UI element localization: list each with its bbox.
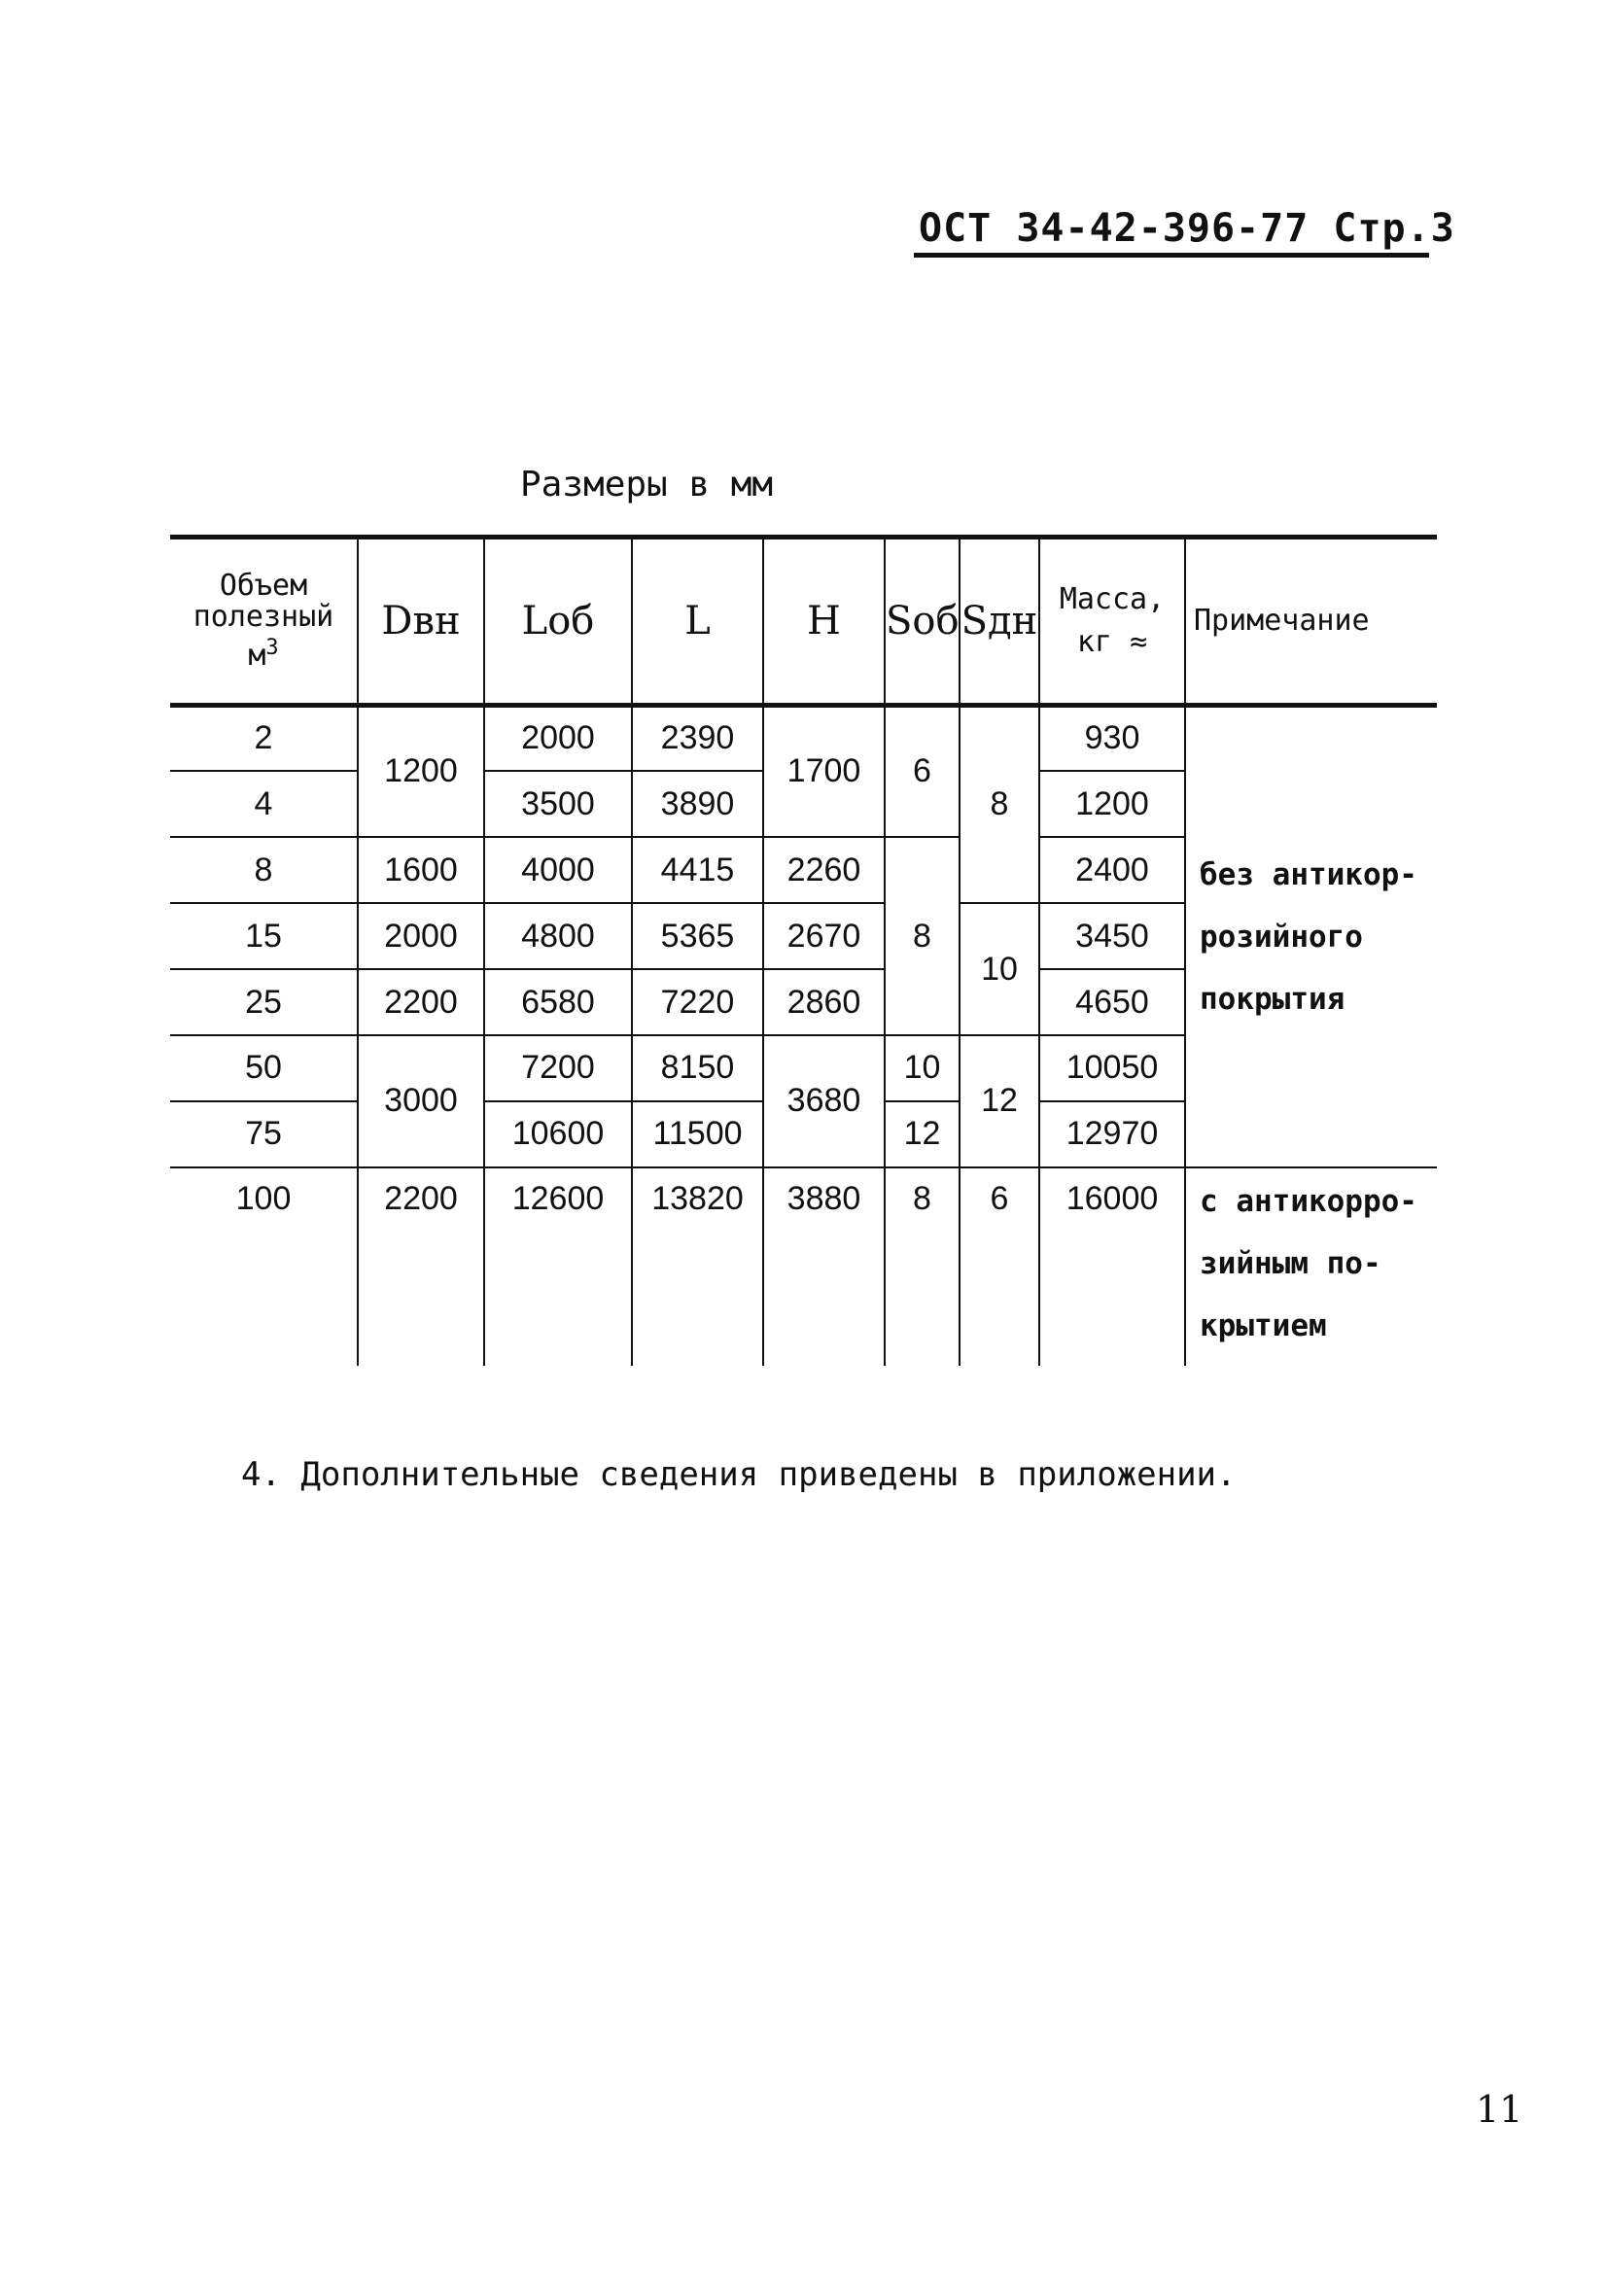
cell-shell-length: 4000 bbox=[484, 837, 632, 903]
footnote-text: 4. Дополнительные сведения приведены в приложении. bbox=[241, 1455, 1237, 1494]
cell-length: 13820 bbox=[632, 1167, 763, 1366]
cell-height: 3880 bbox=[763, 1167, 885, 1366]
dimensions-table bbox=[170, 535, 1437, 1366]
cell-shell-thickness: 12 bbox=[885, 1101, 960, 1167]
cell-shell-length: 10600 bbox=[484, 1101, 632, 1167]
header-shell-length: Lоб bbox=[484, 538, 632, 706]
cell-volume: 4 bbox=[170, 771, 358, 837]
header-volume: Объем полезный $м^3$ bbox=[170, 538, 358, 706]
cell-length: 4415 bbox=[632, 837, 763, 903]
header-inner-diameter: Dвн bbox=[358, 538, 484, 706]
cell-height: 2260 bbox=[763, 837, 885, 903]
cell-volume: 75 bbox=[170, 1101, 358, 1167]
header-height: H bbox=[763, 538, 885, 706]
header-shell-thickness: Sоб bbox=[885, 538, 960, 706]
header-bottom-thickness: Sдн bbox=[960, 538, 1039, 706]
cell-volume: 50 bbox=[170, 1035, 358, 1101]
cell-inner-diameter: 1600 bbox=[358, 837, 484, 903]
cell-shell-thickness: 10 bbox=[885, 1035, 960, 1101]
cell-length: 8150 bbox=[632, 1035, 763, 1101]
cell-height: 1700 bbox=[763, 705, 885, 837]
cell-mass: 4650 bbox=[1039, 969, 1185, 1035]
cell-shell-length: 4800 bbox=[484, 903, 632, 969]
header-mass: Масса, кг ≈ bbox=[1039, 538, 1185, 706]
cell-inner-diameter: 2200 bbox=[358, 1167, 484, 1366]
cell-volume: 100 bbox=[170, 1167, 358, 1366]
cell-shell-length: 12600 bbox=[484, 1167, 632, 1366]
cell-volume: 2 bbox=[170, 705, 358, 771]
cell-shell-length: 2000 bbox=[484, 705, 632, 771]
cell-volume: 25 bbox=[170, 969, 358, 1035]
cell-inner-diameter: 2000 bbox=[358, 903, 484, 969]
cell-shell-thickness: 6 bbox=[885, 705, 960, 837]
header-underline bbox=[914, 253, 1429, 258]
cell-height: 2860 bbox=[763, 969, 885, 1035]
cell-length: 7220 bbox=[632, 969, 763, 1035]
cell-note: с антикорро-зийным по-крытием bbox=[1185, 1167, 1437, 1366]
cell-height: 2670 bbox=[763, 903, 885, 969]
cell-mass: 16000 bbox=[1039, 1167, 1185, 1366]
cell-volume: 15 bbox=[170, 903, 358, 969]
cell-volume: 8 bbox=[170, 837, 358, 903]
cell-inner-diameter: 2200 bbox=[358, 969, 484, 1035]
cell-length: 3890 bbox=[632, 771, 763, 837]
cell-shell-thickness: 8 bbox=[885, 837, 960, 1035]
cell-mass: 1200 bbox=[1039, 771, 1185, 837]
cell-bottom-thickness: 12 bbox=[960, 1035, 1039, 1167]
cell-height: 3680 bbox=[763, 1035, 885, 1167]
cell-length: 5365 bbox=[632, 903, 763, 969]
cell-bottom-thickness: 8 bbox=[960, 705, 1039, 903]
cell-length: 11500 bbox=[632, 1101, 763, 1167]
cell-bottom-thickness: 6 bbox=[960, 1167, 1039, 1366]
cell-shell-thickness: 8 bbox=[885, 1167, 960, 1366]
table-row bbox=[170, 1167, 1437, 1366]
cell-mass: 2400 bbox=[1039, 837, 1185, 903]
cell-length: 2390 bbox=[632, 705, 763, 771]
table-header-row bbox=[170, 538, 1437, 706]
cell-inner-diameter: 1200 bbox=[358, 705, 484, 837]
table-row bbox=[170, 705, 1437, 771]
table-caption: Размеры в мм bbox=[520, 465, 774, 504]
cell-shell-length: 3500 bbox=[484, 771, 632, 837]
cell-inner-diameter: 3000 bbox=[358, 1035, 484, 1167]
header-length: L bbox=[632, 538, 763, 706]
header-note: Примечание bbox=[1185, 538, 1437, 706]
cell-note: без антикор-розийного покрытия bbox=[1185, 705, 1437, 1167]
cell-mass: 10050 bbox=[1039, 1035, 1185, 1101]
page-number: 11 bbox=[1476, 2088, 1523, 2131]
cell-mass: 930 bbox=[1039, 705, 1185, 771]
document-header: ОСТ 34-42-396-77 Стр.3 bbox=[919, 206, 1455, 251]
cell-mass: 12970 bbox=[1039, 1101, 1185, 1167]
cell-shell-length: 6580 bbox=[484, 969, 632, 1035]
cell-shell-length: 7200 bbox=[484, 1035, 632, 1101]
cell-bottom-thickness: 10 bbox=[960, 903, 1039, 1035]
cell-mass: 3450 bbox=[1039, 903, 1185, 969]
